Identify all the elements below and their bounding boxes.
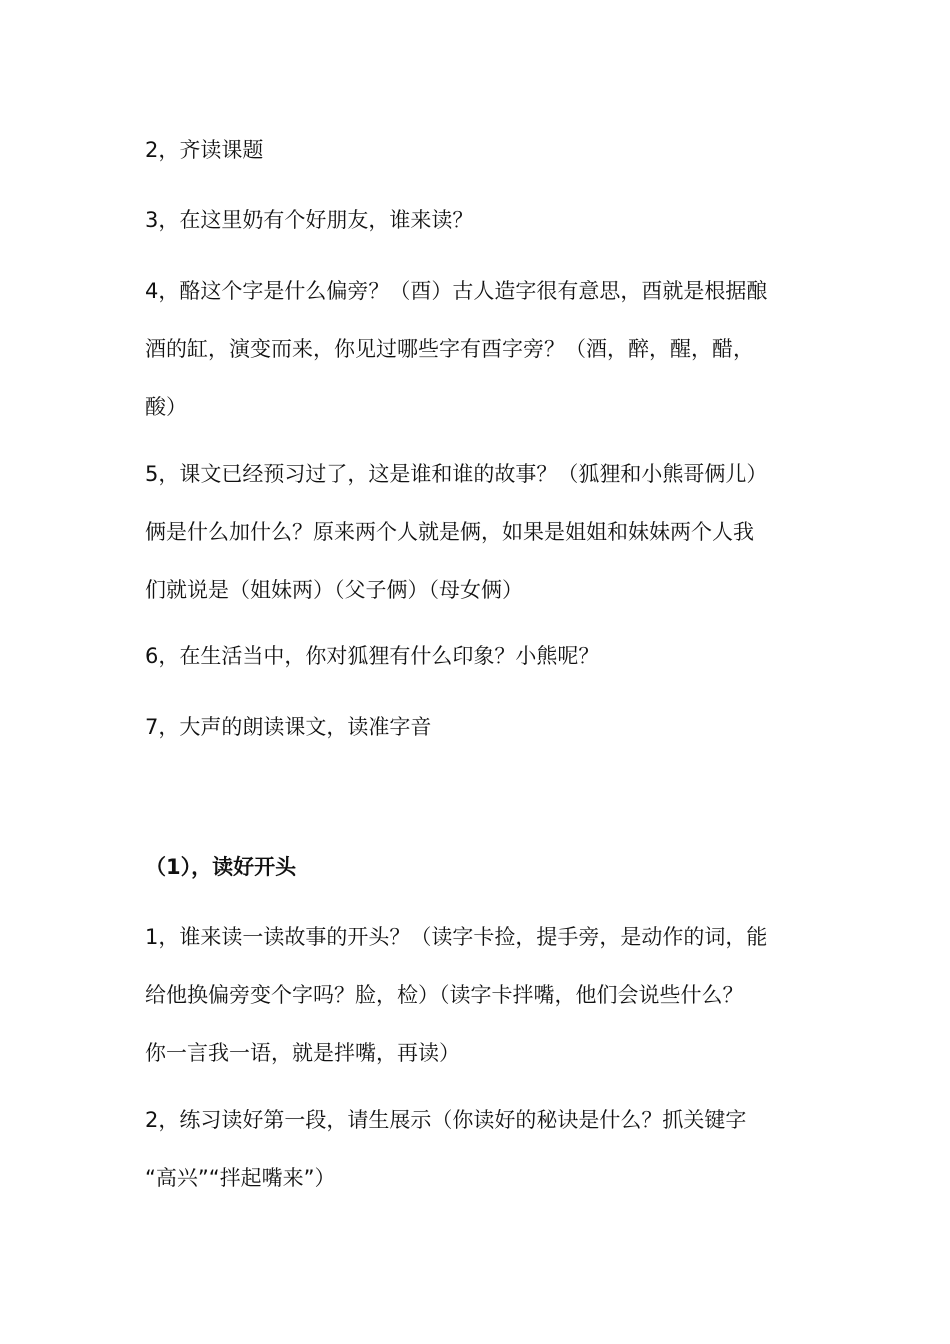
text-line: 3，在这里奶有个好朋友，谁来读？ (145, 208, 474, 232)
text-line: 4，酪这个字是什么偏旁？（酉）古人造字很有意思，酉就是根据酿 (145, 279, 768, 303)
text-line: 酸） (145, 395, 187, 419)
paragraph-step-3 (145, 191, 810, 249)
text-line: 给他换偏旁变个字吗？脸，检）（读字卡拌嘴，他们会说些什么？ (145, 983, 744, 1007)
text-line: 2，练习读好第一段，请生展示（你读好的秘诀是什么？抓关键字 (145, 1108, 747, 1132)
paragraph-step-2 (145, 121, 810, 179)
text-line: 酒的缸，演变而来，你见过哪些字有酉字旁？（酒，醉，醒，醋， (145, 337, 754, 361)
paragraph-section-step-1 (145, 908, 810, 1082)
text-line: 俩是什么加什么？原来两个人就是俩，如果是姐姐和妹妹两个人我 (145, 520, 754, 544)
paragraph-step-7 (145, 698, 810, 756)
section-heading-text: （1），读好开头 (145, 855, 297, 879)
text-line: 2，齐读课题 (145, 138, 264, 162)
text-line: 你一言我一语，就是拌嘴，再读） (145, 1041, 460, 1065)
paragraph-section-step-2 (145, 1091, 810, 1207)
paragraph-step-4 (145, 262, 810, 436)
text-line: 1，谁来读一读故事的开头？（读字卡捡，提手旁，是动作的词，能 (145, 925, 768, 949)
text-line: 7，大声的朗读课文，读准字音 (145, 715, 432, 739)
text-line: “高兴”“拌起嘴来”） (145, 1166, 336, 1190)
paragraph-step-6 (145, 627, 810, 685)
text-line: 6，在生活当中，你对狐狸有什么印象？小熊呢？ (145, 644, 600, 668)
section-heading (145, 838, 810, 896)
text-line: 们就说是（姐妹两）（父子俩）（母女俩） (145, 578, 523, 602)
text-line: 5，课文已经预习过了，这是谁和谁的故事？（狐狸和小熊哥俩儿） (145, 462, 768, 486)
paragraph-step-5 (145, 445, 810, 619)
